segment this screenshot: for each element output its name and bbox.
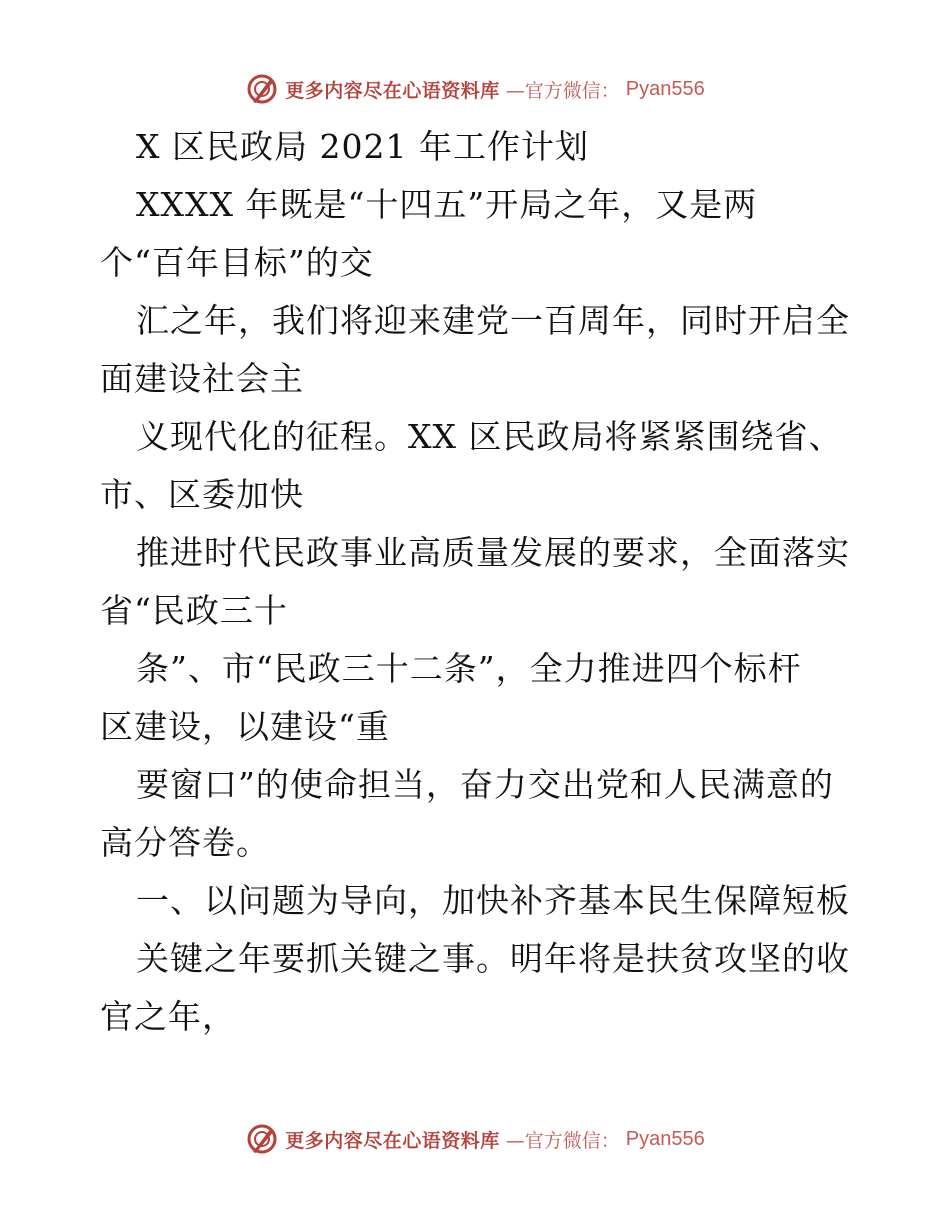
text-line: 区建设，以建设“重 bbox=[100, 707, 390, 746]
text-line: 推进时代民政事业高质量发展的要求，全面落实 bbox=[136, 533, 850, 572]
pen-logo-icon bbox=[245, 72, 279, 106]
text-line: 省“民政三十 bbox=[100, 591, 288, 630]
text-line: 高分答卷。 bbox=[100, 823, 270, 862]
text-line: XXXX 年既是“十四五”开局之年，又是两 bbox=[136, 185, 758, 224]
text-line: 要窗口”的使命担当，奋力交出党和人民满意的 bbox=[136, 765, 834, 804]
watermark-separator: —官方微信： bbox=[505, 1129, 620, 1152]
text-line: 关键之年要抓关键之事。明年将是扶贫攻坚的收 bbox=[136, 939, 850, 978]
document-title: X 区民政局 2021 年工作计划 bbox=[136, 127, 589, 166]
text-line: 汇之年，我们将迎来建党一百周年，同时开启全 bbox=[136, 301, 850, 340]
text-line: 条”、市“民政三十二条”，全力推进四个标杆 bbox=[136, 649, 802, 688]
text-line: 义现代化的征程。XX 区民政局将紧紧围绕省、 bbox=[136, 417, 843, 456]
watermark-wechat-id: Pyan556 bbox=[625, 77, 705, 100]
text-line: 市、区委加快 bbox=[100, 475, 304, 514]
watermark-header bbox=[0, 72, 950, 106]
watermark-footer bbox=[0, 1122, 950, 1156]
text-line: 面建设社会主 bbox=[100, 359, 304, 398]
text-line: 个“百年目标”的交 bbox=[100, 243, 374, 282]
pen-logo-icon bbox=[245, 1122, 279, 1156]
watermark-brand: 更多内容尽在心语资料库 bbox=[285, 79, 500, 102]
text-line: 官之年， bbox=[100, 997, 236, 1036]
section-heading: 一、以问题为导向，加快补齐基本民生保障短板 bbox=[136, 881, 850, 920]
watermark-brand: 更多内容尽在心语资料库 bbox=[285, 1129, 500, 1152]
document-body bbox=[100, 118, 860, 1046]
watermark-separator: —官方微信： bbox=[505, 79, 620, 102]
watermark-wechat-id: Pyan556 bbox=[625, 1127, 705, 1150]
